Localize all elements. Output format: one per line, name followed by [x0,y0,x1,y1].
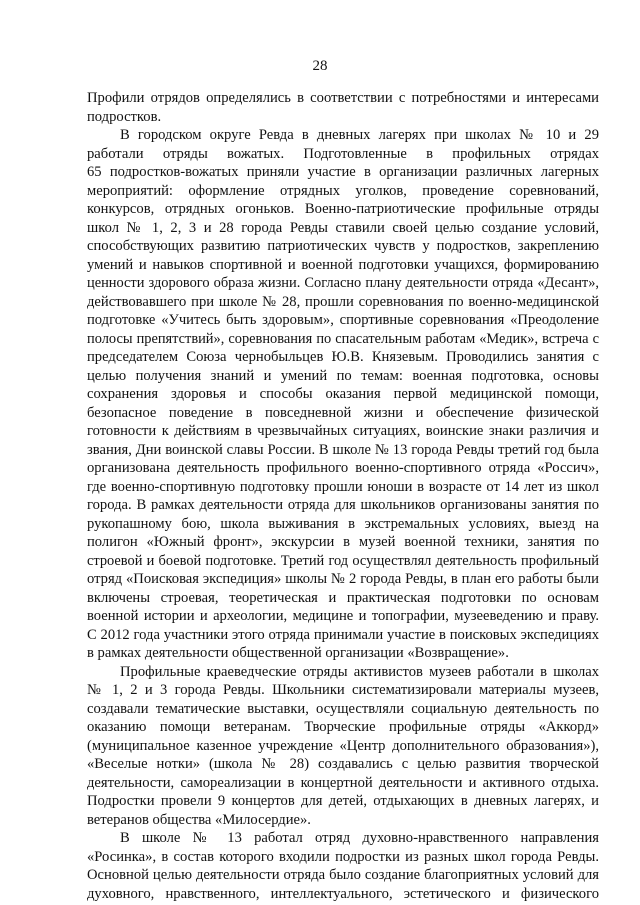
text-line: умений и навыков спортивной и военной подготовки учащихся, формированию [87,256,599,273]
text-line: В школе № 13 работал отряд духовно-нравственного направления [120,830,599,846]
text-line: ветеранов общества «Милосердие». [87,811,311,828]
text-line: полигон «Южный фронт», экскурсии в музей военной техники, занятия по [87,534,599,550]
text-line: Профили отрядов определялись в соответствии с потребностями и интересами [87,90,599,106]
text-line: безопасное поведение в повседневной жизни и обеспечение физической [87,404,599,421]
text-line: Основной целью деятельности отряда было создание благоприятных условий для [87,867,599,883]
text-line: (муниципальное казенное учреждение «Центр дополнительного образования»), [87,737,599,754]
text-line: сохранения здоровья и способы оказания первой медицинской помощи, [87,386,599,402]
text-line: «Росинка», в состав которого входили подростки из разных школ города Ревды. [87,848,599,865]
text-line: мероприятий: оформление отрядных уголков, проведение соревнований, [87,182,599,199]
text-line: оказанию помощи ветеранам. Творческие профильные отряды «Аккорд» [87,719,599,735]
text-line: работали отряды вожатых. Подготовленные в профильных отрядах [87,145,599,162]
text-line: готовности к действиям в чрезвычайных ситуациях, воинские знаки различия и [87,423,599,439]
text-line: № 1, 2 и 3 города Ревды. Школьники систематизировали материалы музеев, [87,682,599,698]
text-line: строевой и боевой подготовке. Третий год осуществлял деятельность профильный [87,552,599,569]
text-line: подростков. [87,108,162,125]
text-line: С 2012 года участники этого отряда принимали участие в поисковых экспедициях [87,626,599,643]
text-line: рукопашному бою, школа выживания в экстремальных условиях, выезд на [87,515,599,532]
text-line: действовавшего при школе № 28, прошли соревнования по военно-медицинской [87,293,599,310]
text-line: конкурсов, отрядных огоньков. Военно-патриотические профильные отряды [87,201,599,217]
text-line: духовного, нравственного, интеллектуального, эстетического и физического [87,885,599,902]
text-line: подготовке «Учитесь быть здоровым», спортивные соревнования «Преодоление [87,312,599,328]
text-line: «Веселые нотки» (школа № 28) создавались с целью развития творческой [87,756,599,772]
text-line: деятельности, самореализации в концертной деятельности и активного отдыха. [87,774,599,791]
text-line: создавали тематические выставки, осуществляли социальную деятельность по [87,700,599,717]
text-line: целью получения знаний и умений по темам: военная подготовка, основы [87,367,599,384]
page-number: 28 [312,58,328,74]
text-line: Профильные краеведческие отряды активистов музеев работали в школах [120,663,599,680]
text-line: 65 подростков-вожатых приняли участие в организации различных лагерных [87,164,599,180]
text-line: включены строевая, теоретическая и практическая подготовки по основам [87,589,599,606]
text-line: организована деятельность профильного военно-спортивного отряда «Россич», [87,460,599,476]
text-line: в рамках деятельности общественной организации «Возвращение». [87,645,509,661]
text-line: Подростки провели 9 концертов для детей, отдыхающих в дневных лагерях, и [87,793,599,809]
text-line: военной истории и археологии, медицине и топографии, музееведению и праву. [87,608,599,624]
text-line: председателем Союза чернобыльцев Ю.В. Князевым. Проводились занятия с [87,349,599,365]
text-line: способствующих развитию патриотических чувств у подростков, закреплению [87,238,599,254]
text-line: где военно-спортивную подготовку прошли юноши в возрасте от 14 лет из школ [87,478,599,495]
text-line: полосы препятствий», соревнования по спасательным работам «Медик», встреча с [87,330,599,347]
text-line: школ № 1, 2, 3 и 28 города Ревды ставили своей целью создание условий, [87,219,599,236]
text-line: отряд «Поисковая экспедиция» школы № 2 города Ревды, в план его работы были [87,571,599,587]
text-line: В городском округе Ревда в дневных лагерях при школах № 10 и 29 [120,127,599,143]
text-line: звания, Дни воинской славы России. В школе № 13 города Ревды третий год была [87,441,599,458]
body-text [87,89,599,903]
text-line: города. В рамках деятельности отряда для школьников организованы занятия по [87,497,599,513]
text-line: ценности здорового образа жизни. Согласно плану деятельности отряда «Десант», [87,275,599,291]
